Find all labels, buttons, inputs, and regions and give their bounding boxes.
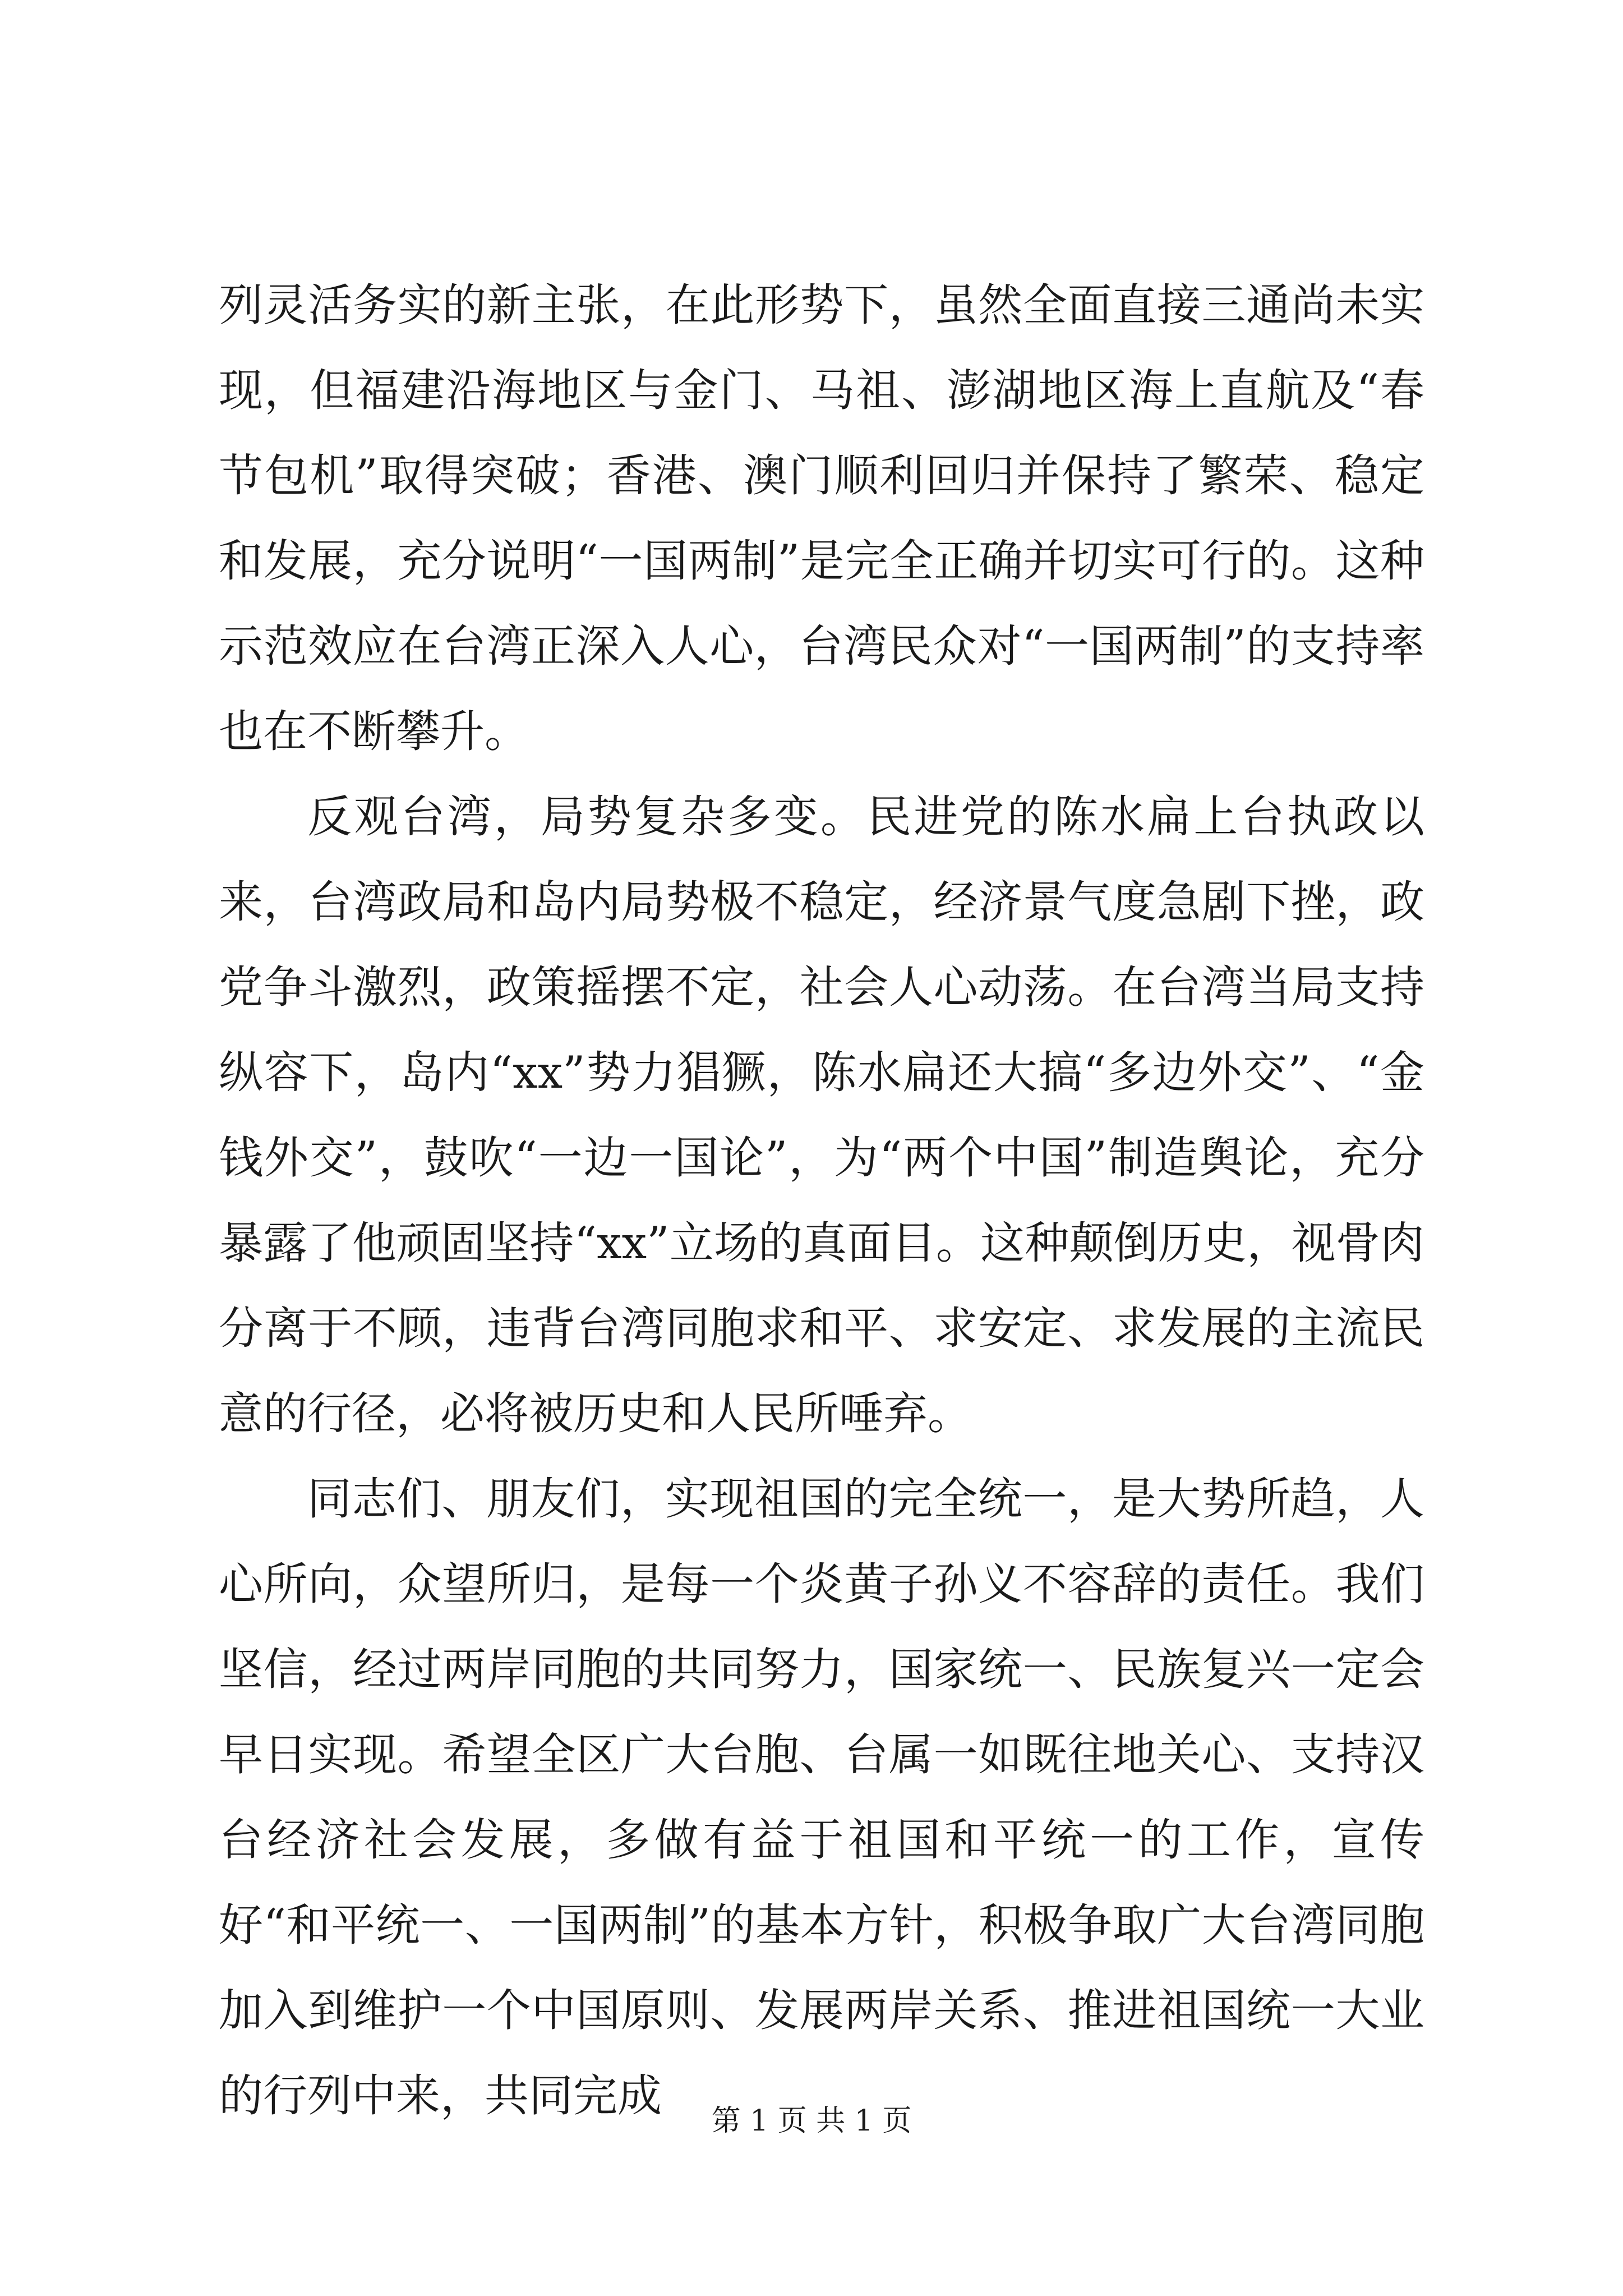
document-body — [219, 263, 1424, 2138]
paragraph-3: 同志们、朋友们，实现祖国的完全统一，是大势所趋，人心所向，众望所归，是每一个炎黄子孙义不容辞的责任。我们坚信，经过两岸同胞的共同努力，国家统一、民族复兴一定会早日实现。希望全区广大台胞、台属一如既往地关心、支持汉台经济社会发展，多做有益于祖国和平统一的工作，宣传好“和平统一、一国两制”的基本方针，积极争取广大台湾同胞加入到维护一个中国原则、发展两岸关系、推进祖国统一大业的行列中来，共同完成 — [219, 1473, 1424, 2122]
page-footer — [0, 2097, 1623, 2139]
paragraph-2: 反观台湾，局势复杂多变。民进党的陈水扁上台执政以来，台湾政局和岛内局势极不稳定，经济景气度急剧下挫，政党争斗激烈，政策摇摆不定，社会人心动荡。在台湾当局支持纵容下，岛内“xx”势力猖獗，陈水扁还大搞“多边外交”、“金钱外交”，鼓吹“一边一国论”，为“两个中国”制造舆论，充分暴露了他顽固坚持“xx”立场的真面目。这种颠倒历史，视骨肉分离于不顾，违背台湾同胞求和平、求安定、求发展的主流民意的行径，必将被历史和人民所唾弃。 — [219, 791, 1424, 1439]
paragraph-1: 列灵活务实的新主张，在此形势下，虽然全面直接三通尚未实现，但福建沿海地区与金门、马祖、澎湖地区海上直航及“春节包机”取得突破；香港、澳门顺利回归并保持了繁荣、稳定和发展，充分说明“一国两制”是完全正确并切实可行的。这种示范效应在台湾正深入人心，台湾民众对“一国两制”的支持率也在不断攀升。 — [219, 279, 1424, 757]
page-number-label: 第 1 页 共 1 页 — [711, 2104, 912, 2138]
